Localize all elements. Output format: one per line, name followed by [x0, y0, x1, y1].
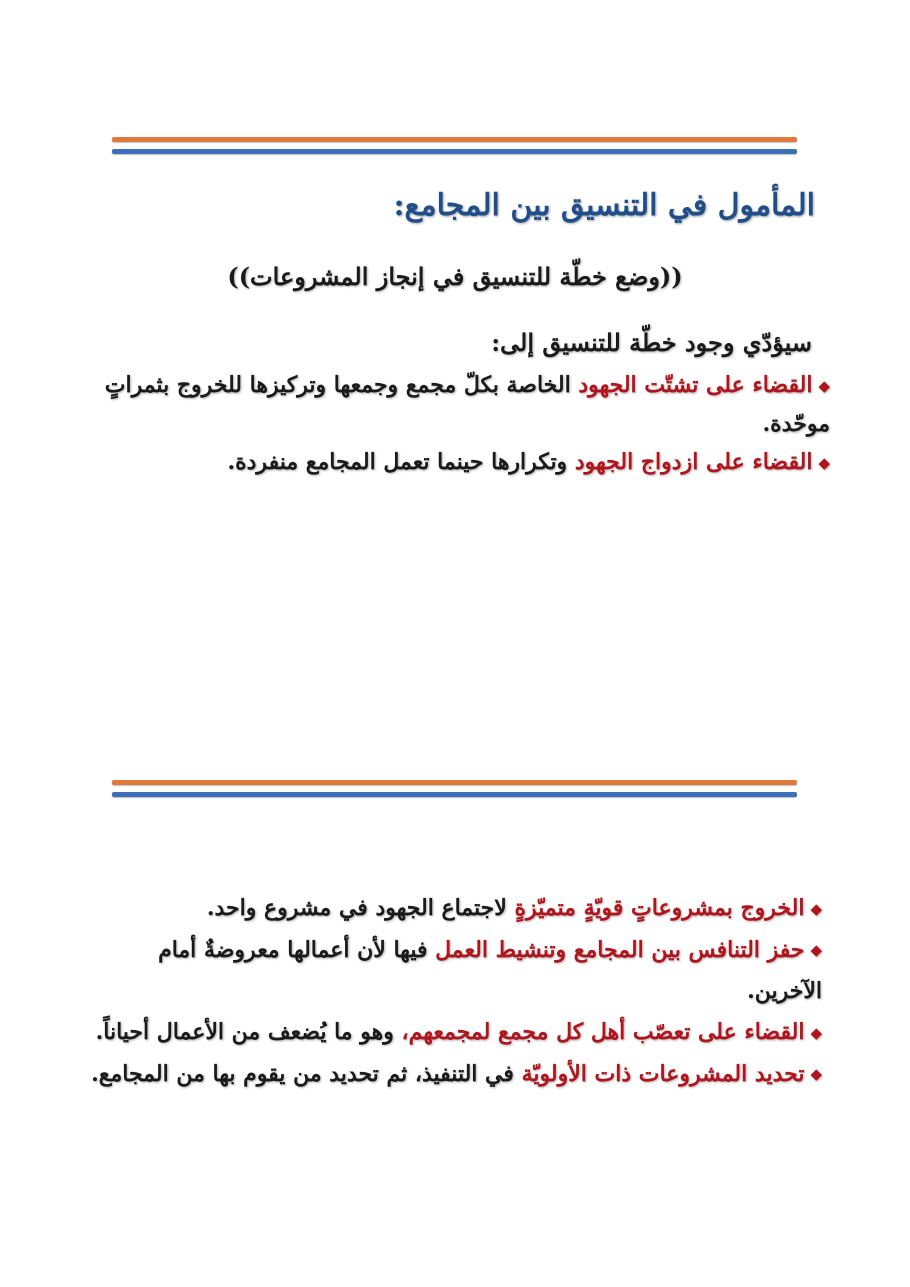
- item-highlight: حفز التنافس بين المجامع وتنشيط العمل: [435, 936, 805, 963]
- item-text: الخاصة بكلّ مجمع وجمعها وتركيزها للخروج بثمراتٍ موحّدة.: [104, 372, 830, 437]
- list-item: [78, 930, 822, 1013]
- list-item: [80, 443, 830, 482]
- diamond-icon: ◆: [810, 1065, 822, 1083]
- section-heading: المأمول في التنسيق بين المجامع:: [393, 188, 815, 223]
- list-item: [78, 1054, 822, 1096]
- item-text: لاجتماع الجهود في مشروع واحد.: [206, 895, 515, 921]
- section-subheading: ((وضع خطّة للتنسيق في إنجاز المشروعات)): [227, 262, 683, 291]
- item-text: وتكرارها حينما تعمل المجامع منفردة.: [227, 449, 575, 475]
- diamond-icon: ◆: [810, 899, 822, 918]
- item-highlight: القضاء على تشتّت الجهود: [578, 372, 813, 398]
- item-highlight: القضاء على ازدواج الجهود: [574, 449, 813, 475]
- list-item: [80, 366, 830, 443]
- item-text: وهو ما يُضعف من الأعمال أحياناً.: [95, 1019, 402, 1045]
- divider-blue-bar: [112, 792, 797, 797]
- list-item: [78, 888, 822, 930]
- item-highlight: تحديد المشروعات ذات الأولويّة: [521, 1060, 805, 1087]
- diamond-icon: ◆: [818, 454, 830, 472]
- diamond-icon: ◆: [810, 1023, 822, 1042]
- item-highlight: القضاء على تعصّب أهل كل مجمع لمجمعهم،: [401, 1019, 805, 1045]
- item-text: فيها لأن أعمالها معروضةٌ أمام الآخرين.: [158, 936, 822, 1004]
- item-text: في التنفيذ، ثم تحديد من يقوم بها من المجامع.: [91, 1060, 522, 1087]
- divider-orange-bar: [112, 137, 797, 142]
- diamond-icon: ◆: [818, 377, 830, 395]
- bottom-divider: [112, 780, 797, 797]
- top-divider: [112, 137, 797, 154]
- item-highlight: الخروج بمشروعاتٍ قويّةٍ متميّزةٍ: [514, 895, 805, 921]
- bullet-list-1: [80, 366, 830, 482]
- bullet-list-2: [78, 888, 822, 1095]
- divider-blue-bar: [112, 149, 797, 154]
- diamond-icon: ◆: [810, 941, 822, 959]
- list-item: [78, 1012, 822, 1054]
- divider-orange-bar: [112, 780, 797, 785]
- intro-text: سيؤدّي وجود خطّة للتنسيق إلى:: [491, 328, 812, 357]
